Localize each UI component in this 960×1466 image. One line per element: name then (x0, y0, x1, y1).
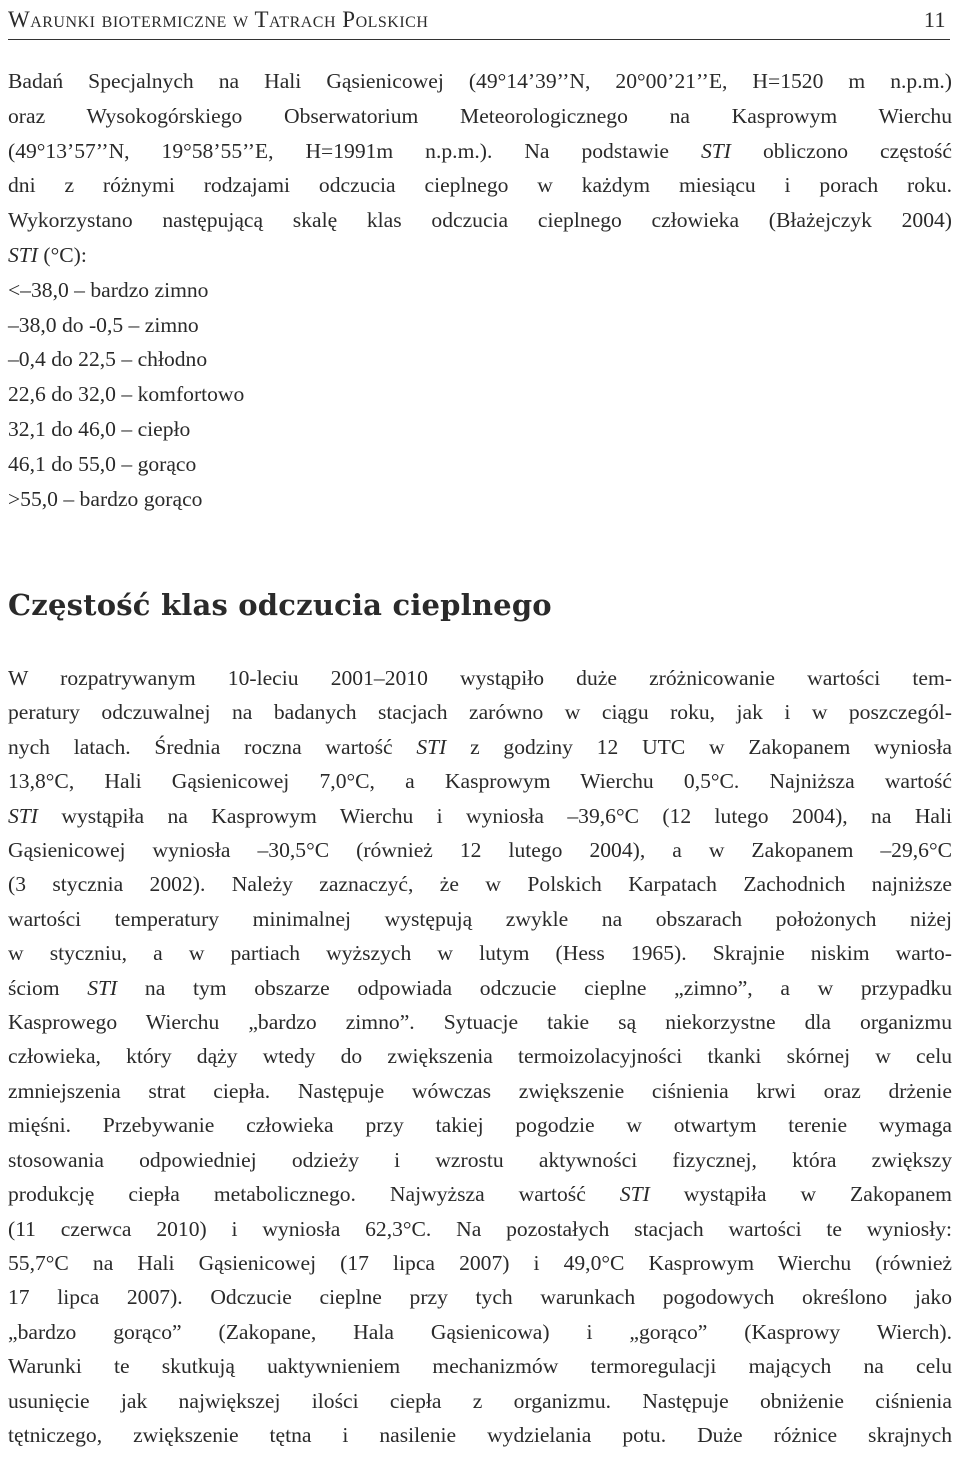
scale-item: –0,4 do 22,5 – chłodno (8, 347, 208, 372)
text-line: produkcję ciepła metabolicznego. Najwyższa wartość STI wystąpiła w Zakopanem (8, 1182, 952, 1207)
section-paragraph (8, 661, 952, 1452)
text-line: Wykorzystano następującą skalę klas odczucia cieplnego człowieka (Błażejczyk 2004) (8, 208, 952, 233)
text-line: usunięcie jak największej ilości ciepła z organizmu. Następuje obniżenie ciśnienia (8, 1388, 952, 1413)
running-header (8, 0, 950, 40)
page-number: 11 (923, 7, 946, 32)
text-line: Kasprowego Wierchu „bardzo zimno”. Sytuacje takie są niekorzystne dla organizmu (8, 1010, 952, 1035)
text-line: W rozpatrywanym 10-leciu 2001–2010 wystąpiło duże zróżnicowanie wartości tem- (8, 666, 952, 690)
text-line: w styczniu, a w partiach wyższych w lutym (Hess 1965). Skrajnie niskim warto- (8, 941, 952, 966)
header-title: Warunki biotermiczne w Tatrach Polskich (8, 7, 429, 32)
text-line: 17 lipca 2007). Odczucie cieplne przy tych warunkach pogodowych określono jako (8, 1285, 952, 1310)
text-line: mięśni. Przebywanie człowieka przy takiej pogodzie w otwartym terenie wymaga (8, 1113, 952, 1138)
text-line: peratury odczuwalnej na badanych stacjach zarówno w ciągu roku, jak i w poszczegól- (8, 700, 952, 725)
text-line: „bardzo gorąco” (Zakopane, Hala Gąsienicowa) i „gorąco” (Kasprowy Wierch). (8, 1319, 952, 1344)
text-line: 13,8°C, Hali Gąsienicowej 7,0°C, a Kasprowym Wierchu 0,5°C. Najniższa wartość (8, 769, 952, 794)
scale-item: >55,0 – bardzo gorąco (8, 486, 203, 511)
text-line: Badań Specjalnych na Hali Gąsienicowej (49°14’39’’N, 20°00’21’’E, H=1520 m n.p.m.) (8, 69, 952, 93)
text-line: Warunki te skutkują uaktywnieniem mechanizmów termoregulacji mających na celu (8, 1354, 952, 1379)
intro-paragraph (8, 64, 952, 516)
text-line: stosowania odpowiedniej odzieży i wzrostu aktywności fizycznej, która zwiększy (8, 1147, 952, 1172)
scale-item: 46,1 do 55,0 – gorąco (8, 451, 197, 476)
text-line: człowieka, który dąży wtedy do zwiększenia termoizolacyjności tkanki skórnej w celu (8, 1044, 952, 1069)
text-line: zmniejszenia strat ciepła. Następuje wówczas zwiększenie ciśnienia krwi oraz drżenie (8, 1078, 952, 1103)
scale-item: 22,6 do 32,0 – komfortowo (8, 382, 245, 407)
text-line: nych latach. Średnia roczna wartość STI z godziny 12 UTC w Zakopanem wyniosła (8, 734, 952, 759)
scale-item: 32,1 do 46,0 – ciepło (8, 416, 191, 441)
text-line: STI (°C): (8, 242, 87, 267)
scale-item: <–38,0 – bardzo zimno (8, 277, 209, 302)
sti-scale-list (8, 273, 952, 517)
text-line: ściom STI na tym obszarze odpowiada odczucie cieplne „zimno”, a w przypadku (8, 975, 952, 1000)
text-line: (3 stycznia 2002). Należy zaznaczyć, że w Polskich Karpatach Zachodnich najniższe (8, 872, 952, 897)
text-line: wartości temperatury minimalnej występują zwykle na obszarach położonych niżej (8, 906, 952, 931)
section-heading: Częstość klas odczucia cieplnego (8, 588, 552, 622)
text-line: 55,7°C na Hali Gąsienicowej (17 lipca 2007) i 49,0°C Kasprowym Wierchu (również (8, 1250, 952, 1275)
text-line: (11 czerwca 2010) i wyniosła 62,3°C. Na pozostałych stacjach wartości te wyniosły: (8, 1216, 952, 1241)
text-line: (49°13’57’’N, 19°58’55’’E, H=1991m n.p.m.). Na podstawie STI obliczono częstość (8, 138, 952, 163)
text-line: dni z różnymi rodzajami odczucia cieplnego w każdym miesiącu i porach roku. (8, 173, 952, 198)
text-line: Gąsienicowej wyniosła –30,5°C (również 12 lutego 2004), a w Zakopanem –29,6°C (8, 838, 952, 863)
text-line: tętniczego, zwiększenie tętna i nasilenie wydzielania potu. Duże różnice skrajnych (8, 1422, 952, 1447)
text-line: STI wystąpiła na Kasprowym Wierchu i wyniosła –39,6°C (12 lutego 2004), na Hali (8, 803, 952, 828)
text-line: oraz Wysokogórskiego Obserwatorium Meteorologicznego na Kasprowym Wierchu (8, 103, 952, 128)
scale-item: –38,0 do -0,5 – zimno (8, 312, 199, 337)
